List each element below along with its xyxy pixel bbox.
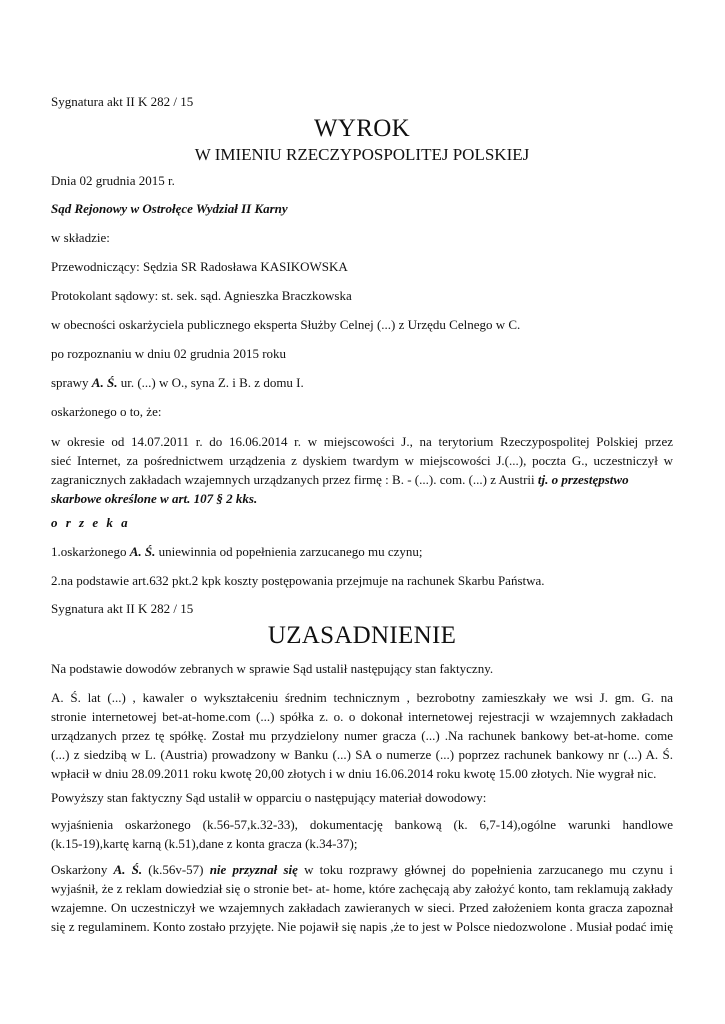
presiding-judge: Przewodniczący: Sędzia SR Radosława KASIKOWSKA: [51, 259, 348, 274]
judgment-subtitle: W IMIENIU RZECZYPOSPOLITEJ POLSKIEJ: [194, 145, 530, 164]
court-clerk: Protokolant sądowy: st. sek. sąd. Agnieszka Braczkowska: [51, 288, 352, 303]
charge-line: zagranicznych zakładach wzajemnych urządzanych przez firmę : B. - (...). com. (...) z Austrii tj. o przestępstwo: [51, 472, 629, 487]
verdict-item-2: 2.na podstawie art.632 pkt.2 kpk koszty postępowania przejmuje na rachunek Skarbu Państwa.: [51, 573, 545, 588]
case-signature-2: Sygnatura akt II K 282 / 15: [51, 601, 194, 616]
accused-intro: oskarżonego o to, że:: [51, 404, 162, 419]
judgment-date: Dnia 02 grudnia 2015 r.: [51, 173, 175, 188]
judgment-title: WYROK: [314, 115, 410, 142]
charge-paragraph: [51, 432, 673, 508]
hearing-date: po rozpoznaniu w dniu 02 grudnia 2015 roku: [51, 346, 287, 361]
defendant-name: A. Ś.: [91, 375, 118, 390]
composition-intro: w składzie:: [51, 230, 110, 245]
facts-line: stronie internetowej bet-at-home.com (...) spółka z. o. o dokonał internetowej rejestracji w wzajemnych zakładach: [51, 709, 673, 724]
plea-paragraph: [51, 860, 673, 936]
facts-line: wpłacił w dniu 28.09.2011 roku kwotę 20,00 złotych i w dniu 16.06.2014 roku kwotę 15.00 złotych. Nie wygrał nic.: [51, 766, 657, 781]
evidence-line: (k.15-19),kartę karną (k.51),dane z konta gracza (k.34-37);: [51, 836, 358, 851]
plea-line: się z regulaminem. Konto zostało przyjęte. Nie pojawił się napis ,że to jest w Polsce niedozwolone . Musiał podać imię: [51, 919, 673, 934]
facts-line: (...) z siedzibą w L. (Austria) prowadzony w Banku (...) SA o numerze (...) poprzez rachunek bankowy nr (...) A. Ś.: [51, 747, 673, 762]
court-name: Sąd Rejonowy w Ostrołęce Wydział II Karny: [51, 201, 288, 216]
facts-paragraph: [51, 688, 673, 783]
plea-line: wyjaśnił, że z reklam dowiedział się o stronie bet- at- home, które zachęcają aby założyć konto, tam reklamują zakłady: [51, 881, 673, 896]
case-signature: Sygnatura akt II K 282 / 15: [51, 94, 194, 109]
justification-title: UZASADNIENIE: [267, 622, 457, 649]
verdict-heading: o r z e k a: [51, 515, 131, 530]
evidence-paragraph: [51, 815, 673, 853]
evidence-line: wyjaśnienia oskarżonego (k.56-57,k.32-33), dokumentację bankową (k. 6,7-14),ogólne warunki handlowe: [51, 817, 673, 832]
prosecutor: w obecności oskarżyciela publicznego eksperta Służby Celnej (...) z Urzędu Celnego w C.: [51, 317, 521, 332]
plea-line: wzajemne. On uczestniczył we wzajemnych zakładach zawieranych w sieci. Przed założeniem konta gracza zapoznał: [51, 900, 673, 915]
case-line: sprawy A. Ś. ur. (...) w O., syna Z. i B. z domu I.: [51, 375, 304, 390]
charge-line: skarbowe określone w art. 107 § 2 kks.: [51, 491, 258, 506]
facts-line: A. Ś. lat (...) , kawaler o wykształceniu średnim technicznym , bezrobotny zamieszkały we wsi J. gm. G. na: [51, 690, 673, 705]
evidence-intro: Powyższy stan faktyczny Sąd ustalił w opparciu o następujący materiał dowodowy:: [51, 790, 487, 805]
justification-intro: Na podstawie dowodów zebranych w sprawie Sąd ustalił następujący stan faktyczny.: [51, 661, 494, 676]
facts-line: urządzanych przez tę spółkę. Został mu przydzielony numer gracza (...) .Na rachunek bankowy bet-at-home. come: [51, 728, 673, 743]
charge-line: sieć Internet, za pośrednictwem urządzenia z dyskiem twardym w miejscowości J.(...), poczta G., uczestniczył w: [51, 453, 673, 468]
charge-line: w okresie od 14.07.2011 r. do 16.06.2014 r. w miejscowości J., na terytorium Rzeczypospolitej Polskiej przez: [51, 434, 673, 449]
verdict-item-1: 1.oskarżonego A. Ś. uniewinnia od popełnienia zarzucanego mu czynu;: [51, 544, 423, 559]
plea-line: Oskarżony A. Ś. (k.56v-57) nie przyznał się w toku rozprawy głównej do popełnienia zarzucanego mu czynu i: [51, 862, 673, 877]
